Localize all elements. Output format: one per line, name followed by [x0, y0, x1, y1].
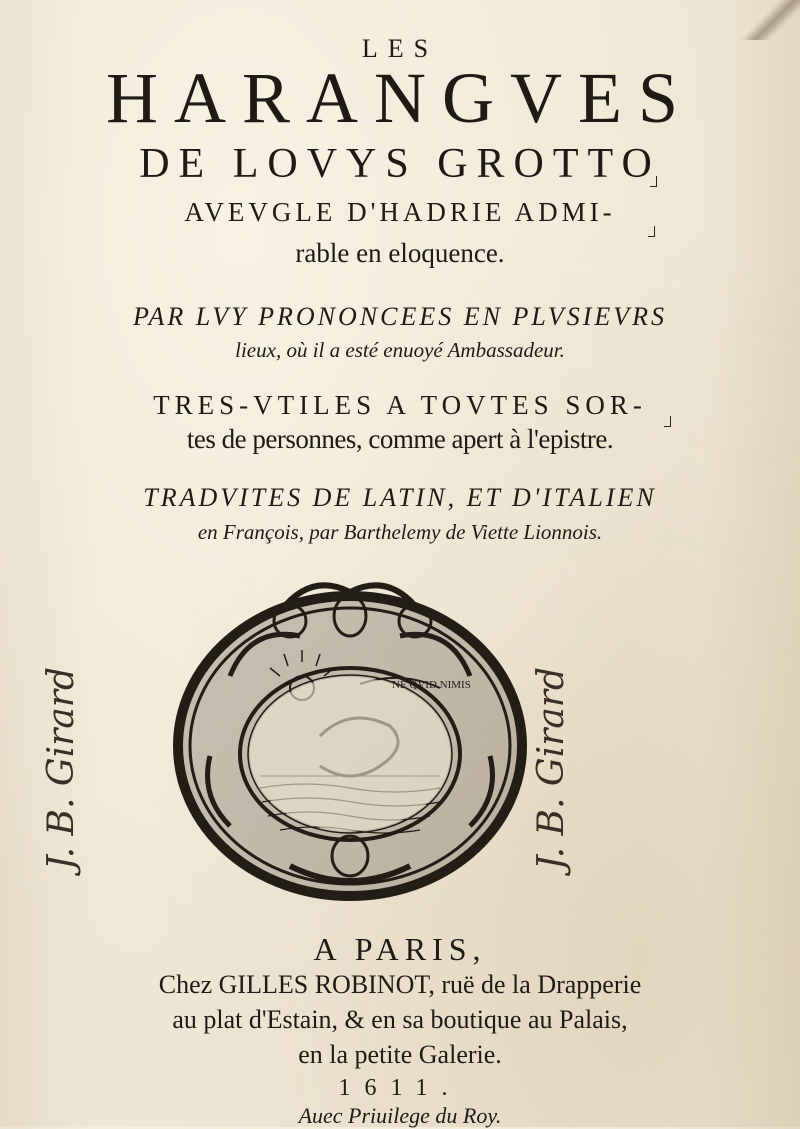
imprint-galerie: en la petite Galerie.	[298, 1040, 502, 1069]
title-line-harangues: HARANGVES	[105, 58, 695, 138]
subtitle-line-parluy: PAR LVY PRONONCEES EN PLVSIEVRS	[132, 302, 668, 331]
catchword-bracket	[650, 176, 657, 187]
subtitle-line-tes: tes de personnes, comme apert à l'epistre.	[186, 424, 614, 454]
catchword-bracket	[648, 226, 655, 237]
imprint-printer: Chez GILLES ROBINOT, ruë de la Drapperie	[158, 970, 642, 999]
translator-line-traduites: TRADVITES DE LATIN, ET D'ITALIEN	[143, 483, 657, 512]
title-line-aveugle: AVEVGLE D'HADRIE ADMI-	[184, 197, 616, 227]
subtitle-line-lieux: lieux, où il a esté enuoyé Ambassadeur.	[235, 338, 565, 362]
translator-line-francois: en François, par Barthelemy de Viette Lionnois.	[197, 520, 603, 544]
title-line-les: LES	[361, 34, 439, 63]
imprint-place: A PARIS,	[313, 931, 487, 967]
emblem-motto: NE QVID NIMIS	[392, 679, 471, 691]
imprint-year: 1611.	[338, 1075, 462, 1101]
imprint-address: au plat d'Estain, & en sa boutique au Palais,	[172, 1005, 628, 1034]
subtitle-line-tres: TRES-VTILES A TOVTES SOR-	[153, 390, 647, 420]
handwritten-signature-left: J. B. Girard	[41, 666, 83, 871]
handwritten-signature-right: J. B. Girard	[531, 666, 573, 871]
title-line-rable: rable en eloquence.	[295, 238, 505, 268]
title-line-author: DE LOVYS GROTTO	[139, 141, 661, 187]
imprint-privilege: Auec Priuilege du Roy.	[298, 1103, 502, 1128]
printers-device-emblem	[170, 566, 530, 904]
